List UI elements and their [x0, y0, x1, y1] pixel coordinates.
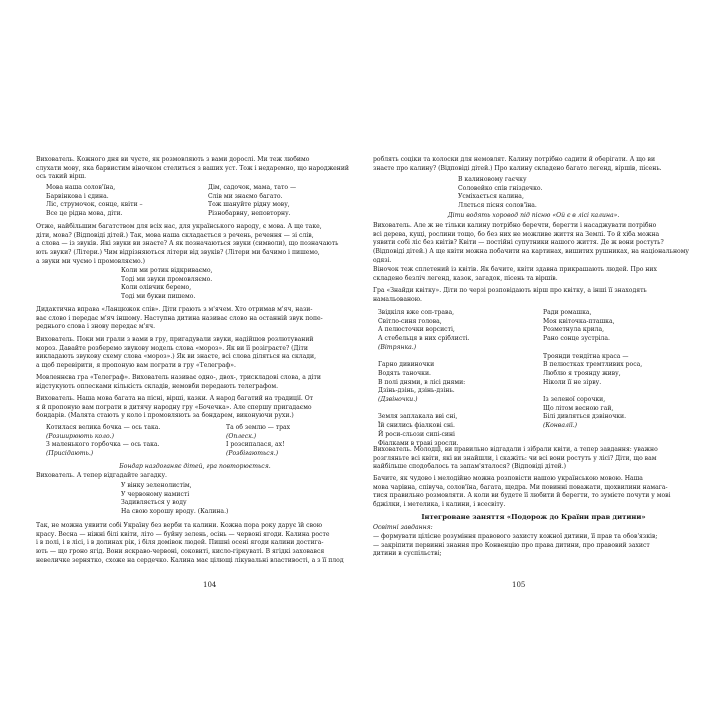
page-number: 105 [512, 581, 526, 589]
text-line: а щоб перевірити, я пропоную вам пограти в гру «Телеграф». [36, 362, 236, 370]
text-line: Вихователь. Наша мова багата на пісні, вірші, казки. А народ багатий на традиції. От [36, 395, 314, 402]
tasks-label: Освітні завдання: [373, 524, 433, 531]
text-line: ють — що гроно ягід. Вони яскраво-червоні, соковиті, кисло-гіркуваті. В ягідкі заховався [36, 548, 325, 556]
stage-direction: Діти водять хоровод під пісню «Ой є в лісі калина». [447, 212, 620, 219]
text-line: Троянди тендітна краса — [543, 352, 629, 360]
text-line: Все це рідна мова, діти. [46, 210, 123, 218]
text-line: тися правильно розмовляти. А коли ви будете її любити й берегти, то зумієте почути у мові [373, 492, 671, 500]
stage-direction: Бондар наздоганяє дітей, гра повторюється. [119, 463, 271, 470]
text-line: Віночок теж сплетений із квітів. Як бачите, квіти здавна прикрашають людей. Про них [373, 266, 657, 273]
text-line: Земля заплакала вві сні, [378, 413, 458, 421]
text-line: (Відповіді дітей.) А ще квіти можна побачити на картинах, вишитих рушниках, на національному [373, 248, 690, 256]
text-line: одязі. [373, 256, 392, 264]
text-line: реднього слова і знову передає м'яч. [36, 323, 156, 331]
text-line: На свою хорошу вроду. (Калина.) [121, 508, 229, 516]
text-line: і в полі, і в лісі, і в долинах рік, і біля домівок людей. Пишні осені ягоди калини достига- [36, 539, 324, 547]
text-line: Моя квіточка-пташка, [543, 317, 615, 325]
text-line: Котилася велика бочка — ось така. [46, 424, 161, 431]
text-line: — формувати цілісне розуміння правового захисту кожної дитини, її прав та обов'язків; [373, 533, 658, 540]
paragraph [36, 156, 354, 182]
text-line: У вінку зеленолистім, [121, 482, 192, 489]
text-line: слухати мову, яка барвистим віночком стелиться з вашиx уст. Тож і недаремно, що народжений [36, 164, 349, 172]
poem-right-column [543, 309, 693, 431]
text-line: Задивляється у воду [121, 499, 187, 507]
text-line: З маленького горбочка — ось така. [46, 441, 160, 449]
text-line: Слів ми знаємо багато. [208, 192, 283, 200]
text-line: невеличке зернятко, схоже на сердечко. Калина має цілющі лікувальні властивості, а з її плод [36, 556, 344, 564]
text-line: Ллється пісня солов'їна. [458, 202, 537, 210]
poem-right-column [226, 424, 346, 459]
text-line: (Конвалії.) [543, 422, 578, 430]
text-line: І розсипалася, ах! [226, 441, 285, 449]
text-line: а звуки ми чуємо і промовляємо.) [36, 257, 146, 265]
text-line: уявити собі ліс без квітів? Квіти — постійні супутники нашого життя. Де ж вони ростуть? [373, 239, 664, 247]
text-line: Та об землю — трах [226, 424, 291, 431]
text-line: Барвінкова і єдина. [46, 192, 109, 200]
text-line: В пелюстках тремтливих роса, [543, 361, 643, 369]
text-line: діти, мова? (Відповіді дітей.) Так, мова наша складається з речень, речення — зі слів, [36, 231, 314, 239]
poem-left-column [46, 184, 196, 219]
text-line: Мова наша солов'їна, [46, 184, 116, 191]
text-line: — закріпити первинні знання про Конвенцію про права дитини, про правовий захист [373, 541, 650, 549]
text-line: Вихователь. Але ж не тільки калину потрібно беречти, берегти і насаджувати потрібно [373, 222, 657, 229]
text-line: (Розширюють коло.) [46, 432, 115, 440]
page-number: 104 [203, 581, 217, 589]
text-line: (Вітрянка.) [378, 343, 417, 351]
text-line: Їй снились фіалкові сні. [378, 422, 455, 430]
text-line: Що літом весною гай, [543, 404, 614, 412]
paragraph [36, 395, 354, 421]
text-line: В полі днями, в лісі днями: [378, 378, 466, 386]
text-line: (Оплеск.) [226, 432, 257, 440]
text-line: Тоді ми звуки промовляємо. [121, 275, 213, 283]
text-line: Мовленнєва гра «Телеграф». Вихователь називає одно-, двох-, трискладові слова, а діти [36, 374, 321, 381]
text-line: Ніколи її не зірву. [543, 378, 602, 386]
poem-left-column [378, 309, 538, 448]
paragraph [36, 223, 354, 267]
text-line: Звідкіля вже соп-трава, [378, 309, 455, 316]
paragraph [36, 374, 354, 391]
paragraph [36, 522, 354, 566]
text-line: викладають звукову схему слова «мороз».) Як ви знаєте, всі слова діляться на склади, [36, 353, 317, 361]
text-line: мороз. Давайте розберемо звукову модель слова «мороз». Як ви її розіграєте? (Діти [36, 344, 308, 352]
text-line: ває слово і передає м'яч іншому. Наступна дитина називає слово на останній звук попе- [36, 314, 323, 322]
text-line: Отже, найбільшим багатством для всіх нас, для українського народу, є мова. А ще таке, [36, 223, 322, 230]
paragraph [36, 336, 354, 371]
text-line: мова чарівна, співуча, солов'їна, багата, щедра. Ми повинні поважати, щохвилини намага- [373, 483, 668, 491]
text-line: дитини в суспільстві; [373, 550, 442, 558]
text-line: Тож шануйте рідну мову, [208, 201, 290, 209]
text-line: відстукують оплесками кількість складів, немовби передають телеграфом. [36, 382, 279, 390]
text-line: (Дзвіночки.) [378, 396, 418, 403]
paragraph [36, 472, 354, 481]
text-line: ють звуки? (Літери.) Чим відрізняються літери від звуків? (Літери ми бачимо і пишемо, [36, 249, 320, 257]
poem-left-column [46, 424, 216, 459]
text-line: Усміхається калина, [458, 193, 524, 201]
text-line: знаєте про калину? (Відповіді дітей.) Про калину складено багато легенд, віршів, пісень. [373, 164, 662, 172]
text-line: роблять соціки та колоски для немовлят. Калину потрібно садити й оберігати. А що ви [373, 156, 656, 163]
text-line: Ради ромашка, [543, 309, 592, 316]
text-line: я й пропоную вам пограти в дитячу народну гру «Бочечка». Але спершу пригадаємо [36, 403, 312, 411]
text-line: Водять таночки. [378, 369, 431, 377]
text-line: Й роси-сльози сипі-сині [378, 430, 455, 438]
text-line: Бачите, як чудово і мелодійно можна розповісти нашою українською мовою. Наша [373, 475, 643, 482]
paragraph [373, 446, 694, 472]
poem-right-column [208, 184, 348, 219]
text-line: У червоному намисті [121, 490, 190, 498]
text-line: красу. Весна — ніжні білі квіти, літо — буйну зелень, осінь — червоні ягоди. Калина росте [36, 530, 330, 538]
text-line: намальованою. [373, 295, 422, 303]
paragraph [373, 156, 694, 173]
text-line: а слова — із звуків. Які звуки ви знаєте? А як позначаються звуки (символи), що позначають [36, 240, 339, 248]
text-line: Вихователь. Кожного дня ви чуєте, як розмовляють з вами дорослі. Ми теж любимо [36, 156, 310, 163]
paragraph [36, 306, 354, 332]
text-line: Розметнула крила, [543, 326, 605, 334]
text-line: Рано сонце зустріла. [543, 335, 610, 343]
text-line: Ліс, струмочок, сонце, квіти – [46, 201, 143, 209]
riddle [121, 482, 331, 517]
text-line: Коли ми ротик відкриваємо, [121, 267, 213, 274]
text-line: Люблю я троянду живу, [543, 369, 621, 377]
text-line: А пелюсточки ворсисті, [378, 326, 455, 334]
text-line: Із зеленої сорочки, [543, 396, 606, 403]
text-line: ось такий вірш. [36, 173, 87, 181]
paragraph [373, 222, 694, 266]
text-line: (Розбігаються.) [226, 450, 279, 458]
text-line: Дидактична вправа «Ланцюжок слів». Діти грають з м'ячем. Хто отримав м'яч, нази- [36, 306, 313, 313]
text-line: найбільше сподобалось та запам'яталося? (Відповіді дітей.) [373, 463, 567, 471]
text-line: Фіалками в траві зросли. [378, 439, 459, 447]
text-line: Коли олівчик беремо, [121, 284, 192, 292]
text-line: Гра «Знайди квітку». Діти по черзі розповідають вірш про квітку, а інші її знаходять [373, 287, 647, 294]
text-line: Так, не можна уявити собі Україну без верби та калини. Кожна пора року дарує їй свою [36, 522, 323, 529]
text-line: А стебельця в них сріблисті. [378, 335, 470, 343]
paragraph [373, 287, 694, 304]
text-line: Вихователь. А тепер відгадайте загадку. [36, 472, 167, 479]
paragraph [373, 266, 694, 283]
text-line: В калиновому гаєчку [458, 176, 527, 183]
text-line: Світло-синя голова, [378, 317, 442, 325]
task-list [373, 533, 694, 559]
text-line: складено безліч легенд, казок, загадок, пісень та віршів. [373, 274, 558, 282]
text-line: бондарів. (Малята стають у коло і промовляють за бондарем, виконуючи рухи.) [36, 412, 294, 420]
paragraph [373, 475, 694, 510]
text-line: Різнобарвну, неповторну. [208, 210, 291, 218]
text-line: Соловейко спів гніздечко. [458, 184, 543, 192]
text-line: всі дерева, кущі, рослини тощо, бо без них не можливе життя на Землі. То й хіба можна [373, 230, 660, 238]
text-line: Гарно дивиночки [378, 361, 435, 369]
text-line: Дім, садочок, мама, тато — [208, 184, 297, 191]
text-line: Тоді ми букви пишемо. [121, 293, 196, 301]
text-line: (Присідають.) [46, 450, 94, 458]
text-line: Вихователь. Молодці, ви правильно відгадали і зібрали квіти, а тепер завдання: уважно [373, 446, 658, 453]
text-line: бджілки, і метелика, і калини, і всесвіту. [373, 501, 506, 509]
section-heading: Інтегроване заняття «Подорож до Країни прав дитини» [421, 513, 646, 521]
text-line: розгляньте всі квіти, які ви знайшли, і скажіть: чи всі вони ростуть у лісі? Діти, що вам [373, 454, 657, 462]
text-line: Вихователь. Поки ми грали з вами в гру, пригадували звуки, надійшов розлютуваний [36, 336, 314, 343]
poem [121, 267, 321, 302]
poem [458, 176, 668, 211]
text-line: Білі дивляться дзвіночки. [543, 413, 627, 421]
text-line: Дзінь-дзінь, дзінь-дзінь. [378, 387, 455, 395]
